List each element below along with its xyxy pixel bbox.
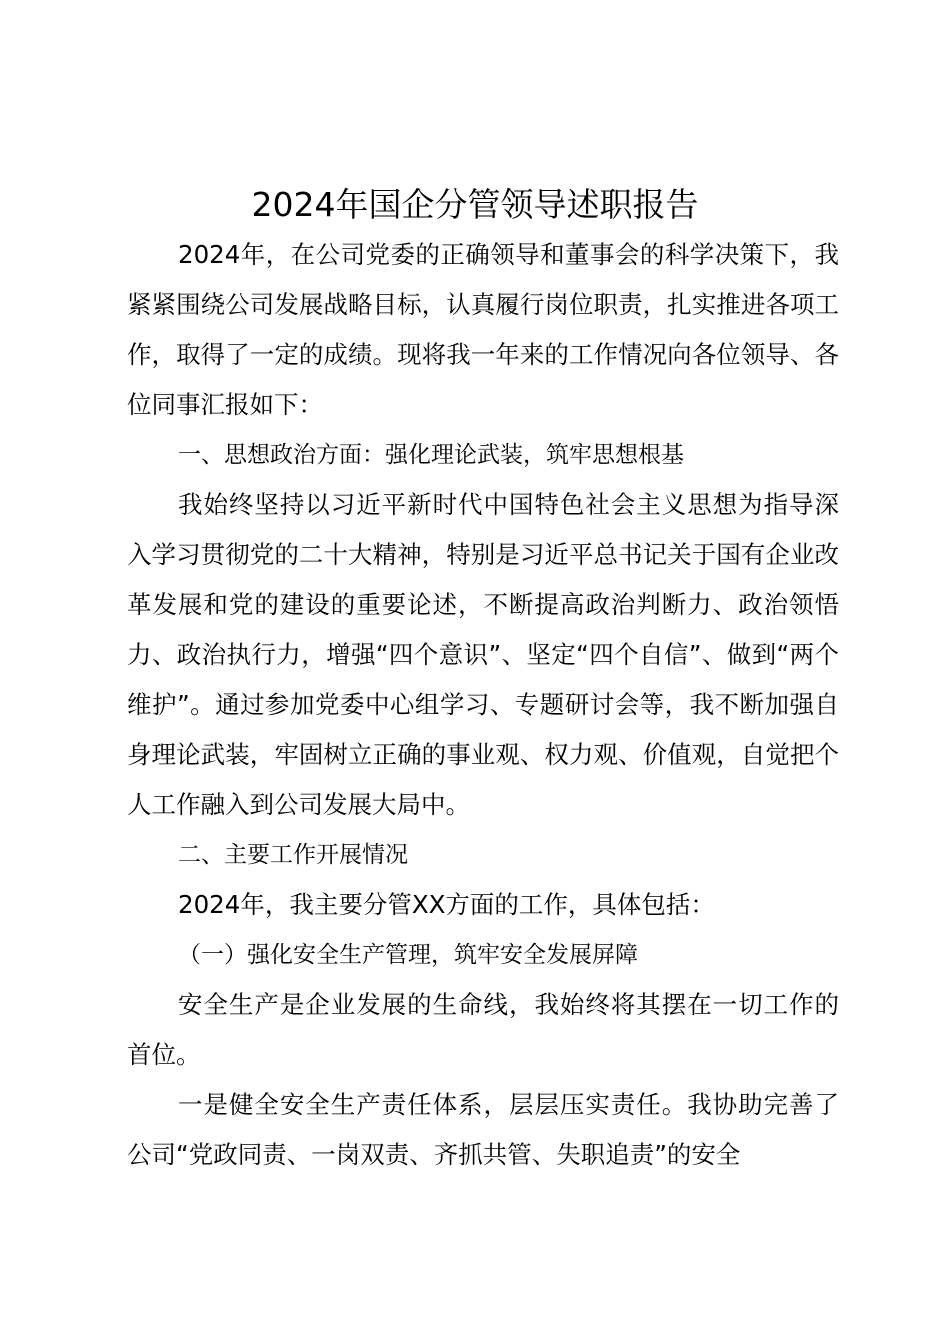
main-work-paragraph: 2024年，我主要分管XX方面的工作，具体包括： xyxy=(178,890,715,919)
section-heading-ideology: 一、思想政治方面：强化理论武装，筑牢思想根基 xyxy=(178,442,684,468)
ideology-paragraph: 我始终坚持以习近平新时代中国特色社会主义思想为指导深入学习贯彻党的二十大精神，特别是习近平总书记关于国有企业改革发展和党的建设的重要论述，不断提高政治判断力、政治领悟力、政治执行力，增强“四个意识”、坚定“四个自信”、做到“两个维护”。通过参加党委中心组学习、专题研讨会等，我不断加强自身理论武装，牢固树立正确的事业观、权力观、价值观，自觉把个人工作融入到公司发展大局中。 xyxy=(127,490,839,819)
section-heading-main-work: 二、主要工作开展情况 xyxy=(178,842,408,868)
safety-paragraph: 安全生产是企业发展的生命线，我始终将其摆在一切工作的首位。 xyxy=(127,990,839,1069)
intro-paragraph: 2024年，在公司党委的正确领导和董事会的科学决策下，我紧紧围绕公司发展战略目标，认真履行岗位职责，扎实推进各项工作，取得了一定的成绩。现将我一年来的工作情况向各位领导、各位同事汇报如下： xyxy=(127,240,839,419)
subsection-heading-safety: （一）强化安全生产管理，筑牢安全发展屏障 xyxy=(178,942,638,968)
document-body xyxy=(127,230,839,1180)
document-title: 2024年国企分管领导述职报告 xyxy=(251,185,699,224)
safety-responsibility-paragraph: 一是健全安全生产责任体系，层层压实责任。我协助完善了公司“党政同责、一岗双责、齐抓共管、失职追责”的安全 xyxy=(127,1090,839,1169)
